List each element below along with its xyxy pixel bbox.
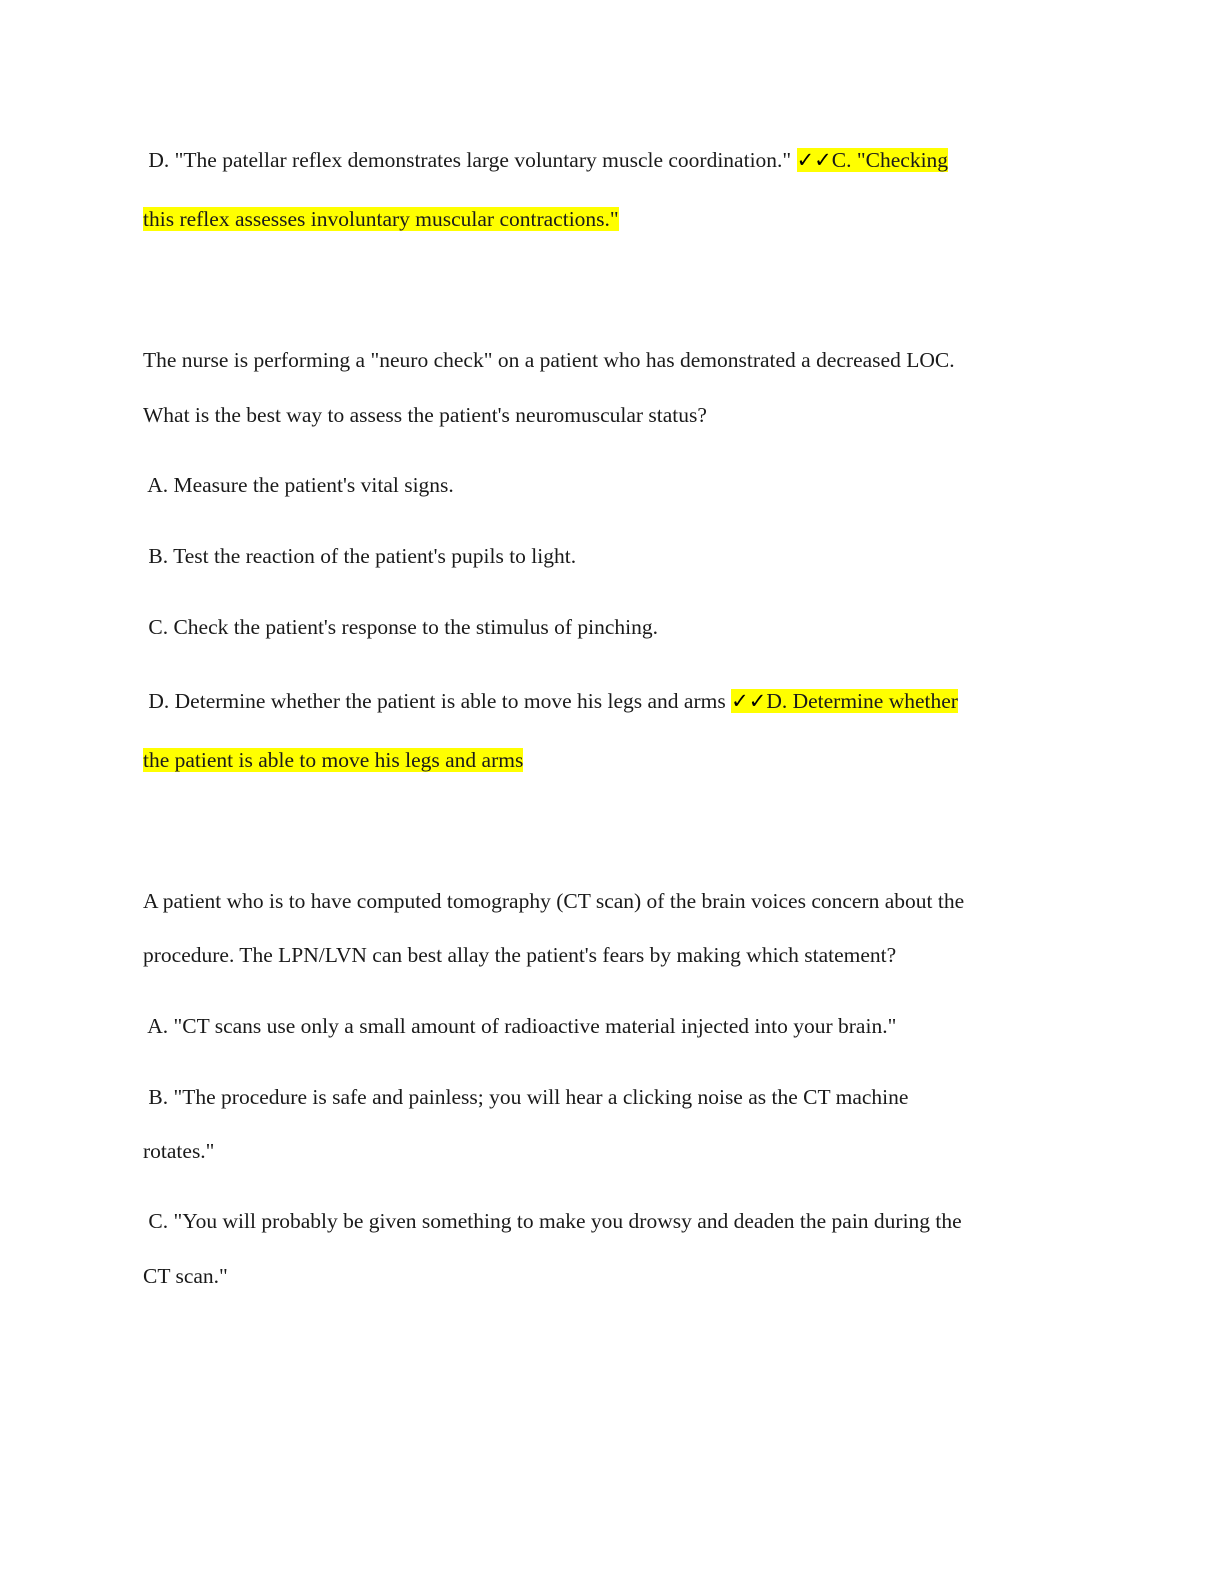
q1-answer-line2 — [143, 206, 619, 233]
q2-answer-line2 — [143, 747, 523, 774]
q2-option-b: B. Test the reaction of the patient's pupils to light. — [143, 544, 577, 568]
check-marks-icon: ✓✓ — [731, 689, 767, 713]
q2-option-a: A. Measure the patient's vital signs. — [143, 473, 454, 497]
q2-answer-part1: D. Determine whether — [766, 689, 958, 713]
q2-option-d-line — [143, 688, 958, 715]
q2-answer-part2: the patient is able to move his legs and arms — [143, 748, 524, 772]
q3-option-b-line1: B. "The procedure is safe and painless; you will hear a clicking noise as the CT machine — [143, 1085, 909, 1109]
q2-option-d: D. Determine whether the patient is able to move his legs and arms — [143, 689, 732, 713]
q3-option-a: A. "CT scans use only a small amount of radioactive material injected into your brain." — [143, 1014, 897, 1038]
q2-option-c: C. Check the patient's response to the stimulus of pinching. — [143, 615, 659, 639]
q1-option-d: D. "The patellar reflex demonstrates large voluntary muscle coordination." — [143, 148, 797, 172]
check-marks-icon: ✓✓ — [796, 148, 832, 172]
q3-option-c-line2: CT scan." — [143, 1264, 228, 1288]
q3-option-b-line2: rotates." — [143, 1139, 215, 1163]
q3-stem-line1: A patient who is to have computed tomography (CT scan) of the brain voices concern about the — [143, 889, 965, 913]
q3-option-c-line1: C. "You will probably be given something to make you drowsy and deaden the pain during the — [143, 1209, 962, 1233]
q2-stem-line2: What is the best way to assess the patient's neuromuscular status? — [143, 403, 707, 427]
q1-answer-highlight — [797, 148, 948, 172]
q2-stem-line1: The nurse is performing a "neuro check" on a patient who has demonstrated a decreased LOC. — [143, 348, 955, 372]
q1-answer-part1: C. "Checking — [831, 148, 949, 172]
q3-stem-line2: procedure. The LPN/LVN can best allay the patient's fears by making which statement? — [143, 943, 897, 967]
q2-answer-highlight — [731, 689, 958, 713]
q1-option-d-line — [143, 147, 948, 174]
q1-answer-part2: this reflex assesses involuntary muscular contractions." — [143, 207, 619, 231]
